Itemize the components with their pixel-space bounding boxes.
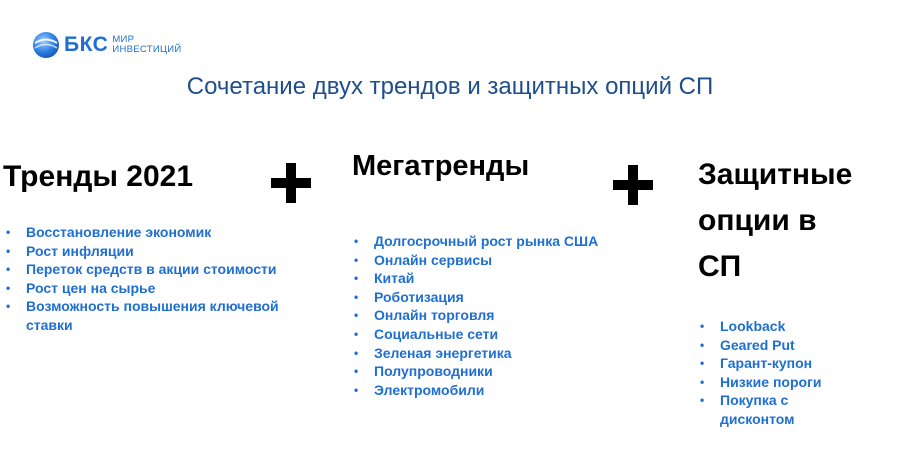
list-item: • Долгосрочный рост рынка США — [354, 232, 654, 251]
heading-line: опции в — [698, 204, 817, 237]
logo-brand: БКС — [64, 33, 109, 56]
list-item: • Полупроводники — [354, 362, 654, 381]
globe-logo-icon — [31, 30, 61, 60]
list-item: • Роботизация — [354, 288, 654, 307]
logo-sub-line1: МИР — [112, 34, 135, 45]
list-item: • Lookback — [700, 317, 880, 336]
list-item: • Geared Put — [700, 336, 880, 355]
slide-title: Сочетание двух трендов и защитных опций СП — [186, 73, 714, 100]
plus-icon — [271, 163, 311, 203]
protective-options-heading — [698, 152, 852, 290]
list-item: • Онлайн сервисы — [354, 251, 654, 270]
list-item: • Низкие пороги — [700, 373, 880, 392]
list-item: • Гарант-купон — [700, 354, 880, 373]
heading-line: Защитные — [698, 158, 853, 191]
list-item: • Электромобили — [354, 381, 654, 400]
protective-options-list — [700, 317, 880, 429]
megatrends-list — [354, 232, 654, 399]
list-item: • Зеленая энергетика — [354, 344, 654, 363]
list-item: • Рост инфляции — [6, 242, 326, 261]
list-item: • Восстановление экономик — [6, 223, 326, 242]
list-item: • Рост цен на сырье — [6, 279, 326, 298]
trends-list — [6, 223, 326, 335]
logo-subtitle — [112, 35, 181, 55]
heading-line: СП — [698, 250, 742, 283]
list-item: • Возможность повышения ключевой ставки — [6, 297, 326, 334]
list-item: • Китай — [354, 269, 654, 288]
list-item: • Покупка с дисконтом — [700, 391, 830, 428]
megatrends-heading: Мегатренды — [352, 150, 530, 182]
plus-icon — [613, 165, 653, 205]
list-item: • Онлайн торговля — [354, 306, 654, 325]
logo-sub-line2: ИНВЕСТИЦИЙ — [112, 44, 182, 55]
list-item: • Социальные сети — [354, 325, 654, 344]
trends-heading: Тренды 2021 — [3, 160, 194, 193]
bks-logo — [31, 30, 182, 60]
list-item: • Переток средств в акции стоимости — [6, 260, 326, 279]
